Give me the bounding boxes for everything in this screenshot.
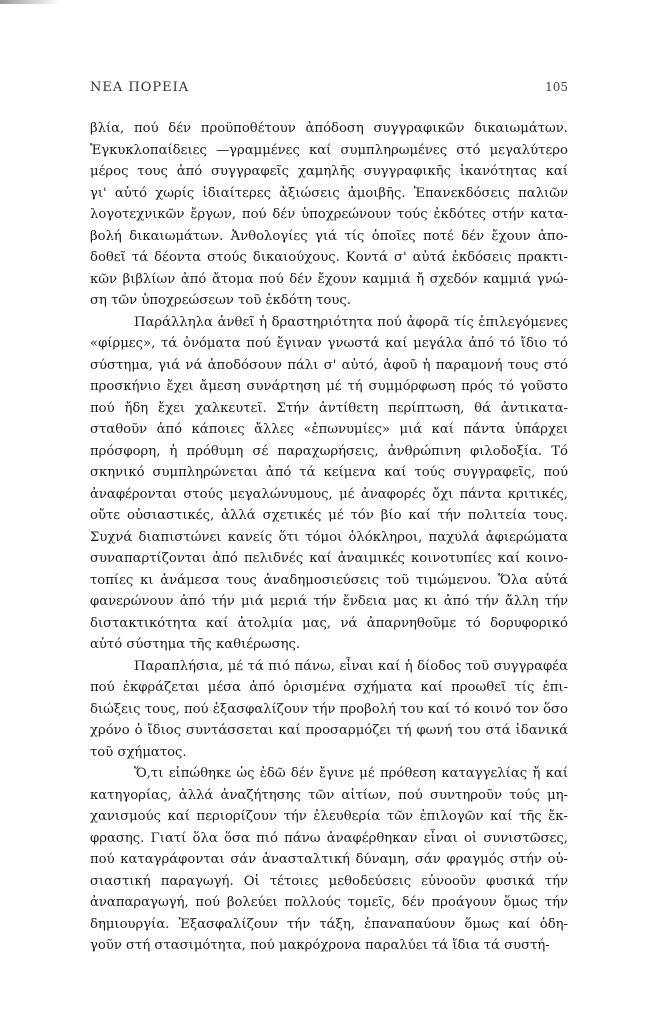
scan-edge-mark xyxy=(0,0,60,4)
text-line: προσκήνιο ἔχει ἄμεση συνάρτηση μέ τή συμμόρφωση πρός τό γοῦστο xyxy=(90,379,568,394)
page-header xyxy=(90,80,568,100)
text-line: κῶν βιβλίων ἀπό ἄτομα πού δέν ἔχουν καμμιά ἤ σχεδόν καμμιά γνώ- xyxy=(90,271,568,287)
text-line: αὐτό σύστημα τῆς καθιέρωσης. xyxy=(90,637,301,652)
running-title: ΝΕΑ ΠΟΡΕΙΑ xyxy=(90,80,190,95)
paragraph xyxy=(90,118,568,312)
text-line: Παραπλήσια, μέ τά πιό πάνω, εἶναι καί ἡ δίοδος τοῦ συγγραφέα xyxy=(134,658,568,674)
text-line: βολή δικαιωμάτων. Ἀνθολογίες γιά τίς ὁποῖες ποτέ δέν ἔχουν ἀπο- xyxy=(90,228,568,244)
text-line: ἀναφέρονται στούς μεγαλώνυμους, μέ ἀναφορές ὄχι πάντα κριτικές, xyxy=(90,486,568,502)
text-line: ἀναπαραγωγή, πού βολεύει πολλούς τομεῖς, δέν προάγουν ὅμως τήν xyxy=(90,895,568,910)
text-line: δοθεῖ τά δέοντα στούς δικαιούχους. Κοντά σ' αὐτά ἐκδόσεις πρακτι- xyxy=(90,250,568,265)
text-line: πού ἐκφράζεται μέσα ἀπό ὁρισμένα σχήματα καί προωθεῖ τίς ἐπι- xyxy=(90,680,568,695)
text-line: δημιουργία. Ἐξασφαλίζουν τήν τάξη, ἐπαναπαύουν ὅμως καί ὁδη- xyxy=(90,916,568,932)
text-line: σταθοῦν ἀπό κάποιες ἄλλες «ἐπωνυμίες» μιά καί πάντα ὑπάρχει xyxy=(90,422,568,437)
text-line: σιαστική παραγωγή. Οἱ τέτοιες μεθοδεύσεις εὐνοοῦν φυσικά τήν xyxy=(90,873,568,889)
text-line: γι' αὐτό χωρίς ἰδιαίτερες ἀξιώσεις ἀμοιβῆς. Ἐπανεκδόσεις παλιῶν xyxy=(90,185,568,201)
text-line: σύστημα, γιά νά ἀποδόσουν πάλι σ' αὐτό, ἀφοῦ ἡ παραμονή τους στό xyxy=(90,357,568,373)
text-line: γοῦν στή στασιμότητα, πού μακρόχρονα παραλύει τά ἴδια τά συστή- xyxy=(90,938,550,953)
text-line: Ὅ,τι εἰπώθηκε ὡς ἐδῶ δέν ἔγινε μέ πρόθεση καταγγελίας ἤ καί xyxy=(134,766,568,781)
text-line: πρόσφορη, ἡ πρόθυμη σέ παραχωρήσεις, ἀνθρώπινη φιλοδοξία. Τό xyxy=(90,443,568,459)
text-line: χρόνο ὁ ἴδιος συντάσσεται καί προσαρμόζει τή φωνή του στά ἰδανικά xyxy=(90,723,568,738)
text-line: Ἐγκυκλοπαίδειες —γραμμένες καί συμπληρωμένες στό μεγαλύτερο xyxy=(90,142,568,158)
text-line: Συχνά διαπιστώνει κανείς ὅτι τόμοι ὁλόκληροι, παχυλά ἀφιερώματα xyxy=(90,529,568,545)
text-line: «φίρμες», τά ὀνόματα πού ἔγιναν γνωστά καί μεγάλα ἀπό τό ἴδιο τό xyxy=(90,336,568,351)
text-line: τοπίες κι ἀνάμεσα τους ἀναδημοσιεύσεις τοῦ τιμώμενου. Ὅλα αὐτά xyxy=(90,572,568,588)
text-line: ση τῶν ὑποχρεώσεων τοῦ ἐκδότη τους. xyxy=(90,293,351,308)
text-line: λογοτεχνικῶν ἔργων, πού δέν ὑποχρεώνουν τούς ἐκδότες στήν κατα- xyxy=(90,207,568,222)
text-line: πού ἤδη ἔχει χαλκευτεῖ. Στήν ἀντίθετη περίπτωση, θά ἀντικατα- xyxy=(90,400,568,416)
text-line: διστακτικότητα καί ἀτολμία μας, νά ἀπαρνηθοῦμε τό δορυφορικό xyxy=(90,615,568,631)
text-line: σκηνικό συμπληρώνεται ἀπό τά κείμενα καί τούς συγγραφεῖς, πού xyxy=(90,465,568,480)
text-line: κατηγορίας, ἀλλά ἀναζήτησης τῶν αἰτίων, πού συντηροῦν τούς μη- xyxy=(90,787,568,803)
body-text xyxy=(90,118,568,957)
paragraph xyxy=(90,763,568,957)
paragraph xyxy=(90,312,568,656)
text-line: συναπαρτίζονται ἀπό πελιδνές καί ἀναιμικές κοινοτυπίες καί κοινο- xyxy=(90,551,568,566)
text-line: φρασης. Γιατί ὅλα ὅσα πιό πάνω ἀναφέρθηκαν εἶναι οἱ συνιστῶσες, xyxy=(90,830,568,846)
text-line: πού καταγράφονται σάν ἀνασταλτική δύναμη, σάν φραγμός στήν οὐ- xyxy=(90,852,568,867)
page-number: 105 xyxy=(545,80,568,94)
text-line: βλία, πού δέν προϋποθέτουν ἀπόδοση συγγραφικῶν δικαιωμάτων. xyxy=(90,121,568,136)
text-line: φανερώνουν ἀπό τήν μιά μεριά τήν ἔνδεια μας κι ἀπό τήν ἄλλη τήν xyxy=(90,594,568,609)
text-line: τοῦ σχήματος. xyxy=(90,744,187,760)
text-line: οὔτε οὐσιαστικές, ἀλλά σχετικές μέ τόν βίο καί τήν πολιτεία τους. xyxy=(90,508,568,523)
text-line: διώξεις τους, πού ἐξασφαλίζουν τήν προβολή του καί τό κοινό τον ὅσο xyxy=(90,701,568,717)
paragraph xyxy=(90,656,568,764)
text-line: Παράλληλα ἀνθεῖ ἡ δραστηριότητα πού ἀφορᾶ τίς ἐπιλεγόμενες xyxy=(134,314,568,330)
text-line: χανισμούς καί περιορίζουν τήν ἐλευθερία τῶν ἐπιλογῶν καί τῆς ἔκ- xyxy=(90,809,568,824)
text-line: μέρος τους ἀπό συγγραφεῖς χαμηλῆς συγγραφικῆς ἱκανότητας καί xyxy=(90,164,568,179)
